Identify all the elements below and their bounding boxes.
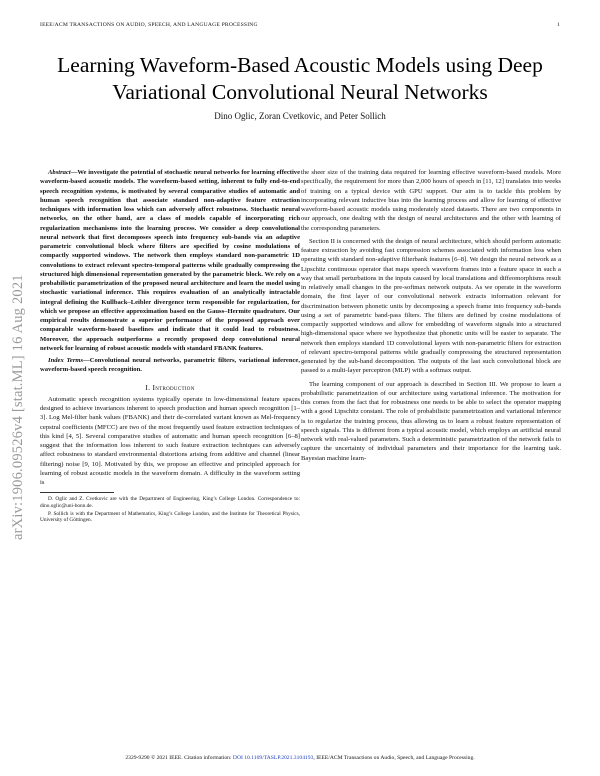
index-terms: [40, 356, 300, 375]
section-heading-introduction: [40, 383, 300, 392]
footnote-affiliation-2: P. Sollich is with the Department of Mathematics, King’s College London, and the Institute for Theoretical Physics, University of Göttingen.: [40, 510, 300, 524]
page-number: 1: [557, 22, 560, 28]
paragraph-continuation: the sheer size of the training data required for learning effective waveform-based models. More specifically, the requirement for more than 2,000 hours of speech in [11, 12] translates into weeks of training on a typical device with GPU support. Our aim is to tackle this problem by incorporating relevant inductive bias into the learning process and allow for learning of effective waveform-based acoustic models using moderately sized datasets. There are two components in our approach, one dealing with the design of neural architectures and the other with learning of the corresponding parameters.: [301, 169, 561, 232]
doi-link[interactable]: DOI 10.1109/TASLP.2021.3104193: [232, 755, 314, 761]
footnote-affiliation-1: D. Oglic and Z. Cvetkovic are with the Department of Engineering, King’s College London. Correspondence to: dino.oglic@uni-bonn.de.: [40, 496, 300, 509]
index-terms-text: —Convolutional neural networks, parametric filters, variational inference, waveform-based speech recognition.: [40, 357, 300, 374]
abstract-lead: Abstract: [48, 169, 71, 176]
footer-copyright: 2329-9290 © 2021 IEEE. Citation information:: [125, 755, 233, 761]
section-title: Introduction: [152, 382, 195, 392]
abstract: [40, 168, 300, 353]
running-head: [40, 22, 560, 28]
author-list: Dino Oglic, Zoran Cvetkovic, and Peter Sollich: [214, 111, 386, 121]
paragraph-architecture: Section II is concerned with the design of neural architecture, which should perform automatic feature extraction by avoiding fast compression schemes associated with information loss when operating with standard non-adaptive filterbank features [6–8]. We design the neural network as a Lipschitz continuous operator that maps speech waveform frames into a feature space in such a way that small perturbations in the inputs caused by local translations and diffeomorphisms result in relatively small changes in the pre-softmax network outputs. As we operate in the waveform domain, the first layer of our convolutional network extracts information relevant for discrimination between phonetic units by decomposing a speech frame into frequency sub-bands using a set of parametric band-pass filters. The filters are defined by cosine modulations of compactly supported windows and allow for embedding of waveform signals into a structured high-dimensional space where we hypothesize that phonetic units will be easier to separate. The network then employs standard 1D convolutional layers with non-parametric filters for extraction of relevant spectro-temporal patterns while gradually compressing the structured representation generated by the sub-band decomposition. The outputs of the last such convolutional block are passed to a multi-layer perceptron (MLP) with a softmax output.: [301, 237, 561, 375]
journal-name: IEEE/ACM TRANSACTIONS ON AUDIO, SPEECH, AND LANGUAGE PROCESSING: [40, 22, 258, 28]
index-terms-lead: Index Terms: [48, 357, 84, 364]
intro-paragraph: Automatic speech recognition systems typically operate in low-dimensional feature spaces designed to achieve invariances inherent to speech production and human speech recognition [1–3]. Log Mel-filter bank values (FBANK) and their de-correlated variant known as Mel-frequency cepstral coefficients (MFCC) are two of the most frequently used feature extraction techniques of this kind [4, 5]. Several comparative studies of automatic and human speech recognition [6–8] suggest that the information loss inherent to such feature extraction techniques can adversely affect robustness to standard environmental distortions arising from additive and channel (linear filtering) noise [9, 10]. Motivated by this, we propose an effective and principled approach for learning of robust acoustic models in the waveform domain. A difficulty in the waveform setting is: [40, 395, 300, 486]
footnote-divider: [40, 492, 114, 493]
page-footer: [40, 755, 560, 761]
arxiv-identifier: arXiv:1906.09526v4 [stat.ML] 16 Aug 2021: [10, 274, 26, 540]
arxiv-stamp: [10, 240, 36, 540]
paper-title: Learning Waveform-Based Acoustic Models using Deep Variational Convolutional Neural Networks: [57, 53, 543, 104]
right-column: [301, 168, 561, 463]
section-numeral: I.: [145, 382, 151, 392]
abstract-text: —We investigate the potential of stochastic neural networks for learning effective waveform-based acoustic models. The waveform-based setting, inherent to fully end-to-end speech recognition systems, is motivated by several comparative studies of automatic and human speech recognition that associate standard non-adaptive feature extraction techniques with information loss which can adversely affect robustness. Stochastic neural networks, on the other hand, are a class of models capable of incorporating rich regularization mechanisms into the learning process. We consider a deep convolutional neural network that first decomposes speech into frequency sub-bands via an adaptive parametric convolutional block where filters are specified by cosine modulations of compactly supported windows. The network then employs standard non-parametric 1D convolutions to extract relevant spectro-temporal patterns while gradually compressing the structured high dimensional representation generated by the parametric block. We rely on a probabilistic parametrization of the proposed neural architecture and learn the model using stochastic variational inference. This requires evaluation of an analytically intractable integral defining the Kullback–Leibler divergence term responsible for regularization, for which we propose an effective approximation based on the Gauss–Hermite quadrature. Our empirical results demonstrate a superior performance of the proposed approach over comparable waveform-based baselines and indicate that it could lead to robustness. Moreover, the approach outperforms a recently proposed deep convolutional neural network for learning of robust acoustic models with standard FBANK features.: [40, 169, 300, 352]
left-column: [40, 168, 300, 525]
paragraph-learning: The learning component of our approach is described in Section III. We propose to learn a probabilistic parametrization of our architecture using variational inference. The motivation for this comes from the fact that for robustness one needs to be able to select the operator mapping with a good Lipschitz constant. The role of probabilistic parametrization and variational inference is to regularize the training process, thus allowing us to learn a robust feature representation of speech signals. This is different from a typical acoustic model, which employs an artificial neural network with real-valued parameters. Such a deterministic parametrization of the network fails to capture the uncertainty of individual parameters and their importance for the learning task. Bayesian machine learn-: [301, 380, 561, 462]
footer-journal: , IEEE/ACM Transactions on Audio, Speech, and Language Processing.: [313, 755, 475, 761]
